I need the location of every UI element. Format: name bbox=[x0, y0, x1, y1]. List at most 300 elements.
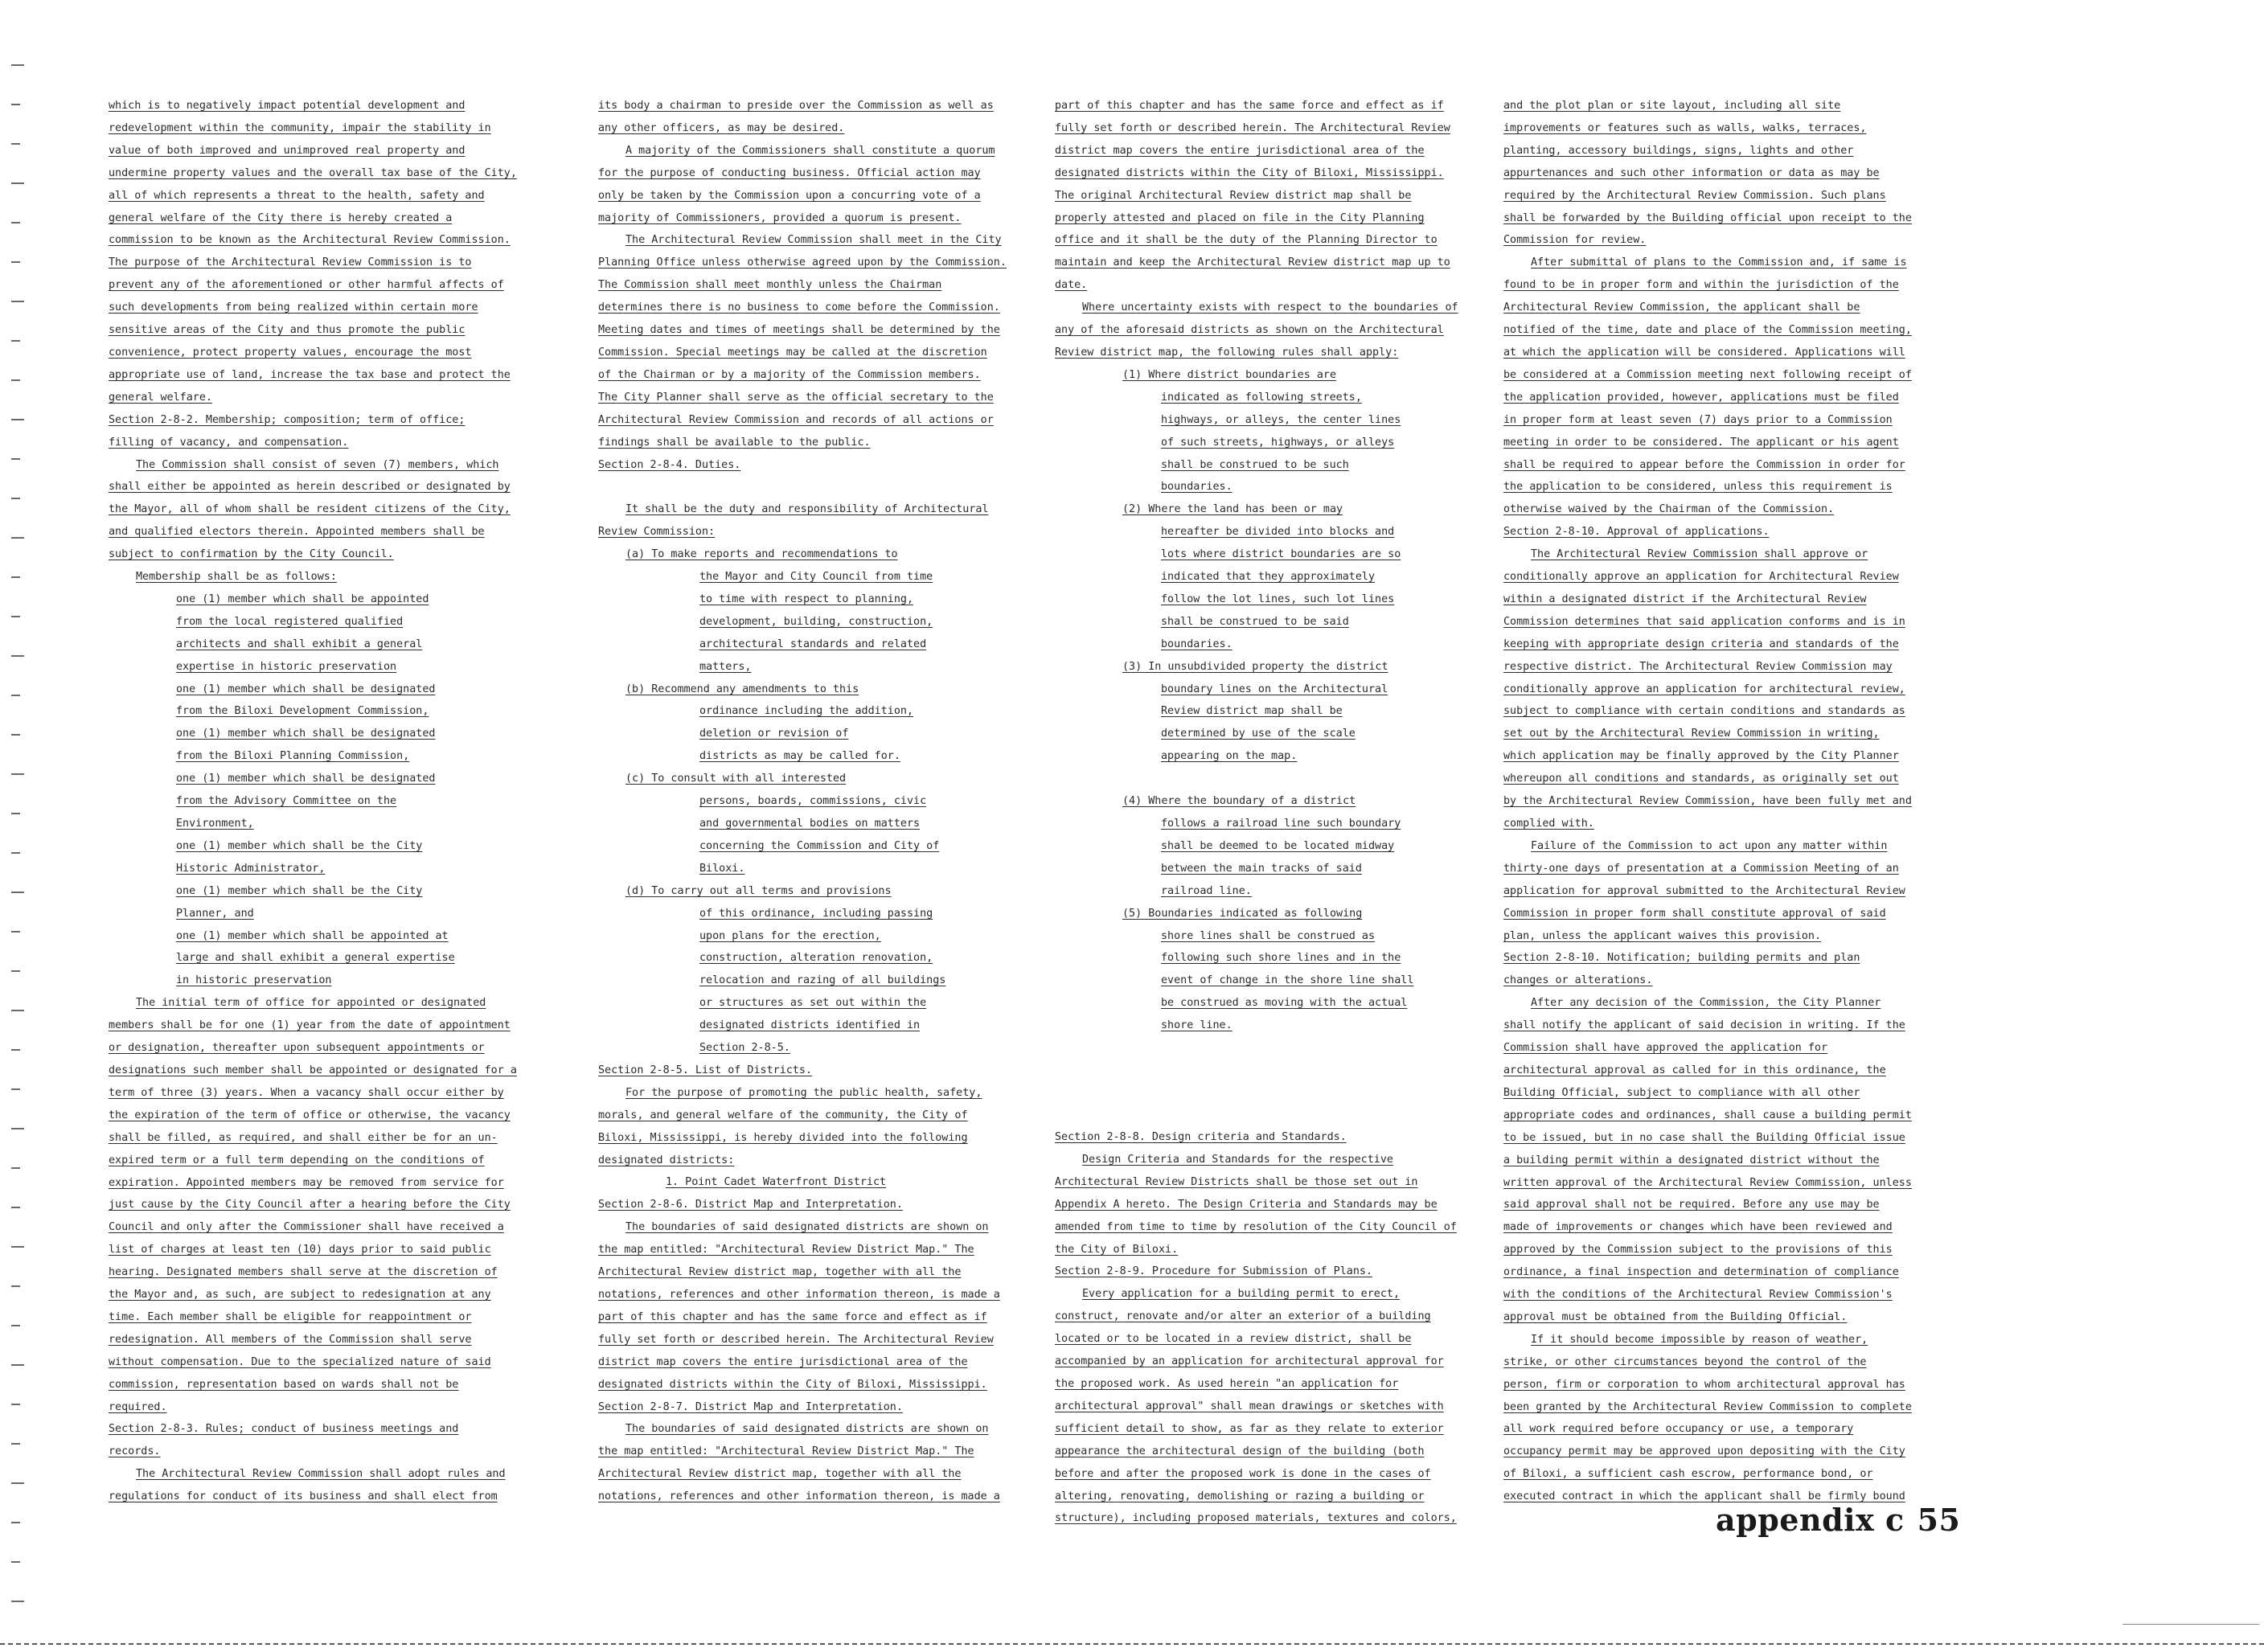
margin-tick bbox=[11, 616, 20, 617]
text-line: person, firm or corporation to whom architectural approval has bbox=[1503, 1378, 1905, 1391]
margin-tick bbox=[11, 301, 24, 302]
text-line: The original Architectural Review district map shall be bbox=[1055, 189, 1412, 202]
margin-tick bbox=[11, 340, 20, 342]
text-line: the proposed work. As used herein "an application for bbox=[1055, 1378, 1399, 1391]
text-line: boundaries. bbox=[1161, 481, 1232, 494]
paragraph-spacer bbox=[1055, 1037, 1493, 1126]
text-line: shall either be appointed as herein described or designated by bbox=[109, 481, 511, 494]
text-line: Section 2-8-5. bbox=[699, 1042, 790, 1055]
text-line: the application provided, however, applications must be filed bbox=[1503, 391, 1899, 404]
text-line: Section 2-8-9. Procedure for Submission of Plans. bbox=[1055, 1265, 1373, 1278]
text-line: commission to be known as the Architectural Review Commission. bbox=[109, 234, 511, 247]
text-line: architectural standards and related bbox=[699, 637, 927, 650]
text-line: shall be forwarded by the Building official upon receipt to the bbox=[1503, 211, 1912, 224]
text-line: Every application for a building permit to erect, bbox=[1082, 1288, 1401, 1301]
text-line: shore line. bbox=[1161, 1019, 1232, 1032]
text-line: in historic preservation bbox=[176, 974, 332, 987]
text-line: commission, representation based on wards shall not be bbox=[109, 1378, 459, 1391]
text-line: The purpose of the Architectural Review Commission is to bbox=[109, 256, 472, 269]
margin-tick bbox=[11, 1482, 24, 1484]
text-line: Commission. Special meetings may be called at the discretion bbox=[598, 346, 987, 359]
text-line: the application to be considered, unless this requirement is bbox=[1503, 481, 1893, 494]
text-line: one (1) member which shall be designated bbox=[176, 728, 436, 740]
text-line: at which the application will be considered. Applications will bbox=[1503, 346, 1905, 359]
text-line: Section 2-8-10. Notification; building permits and plan bbox=[1503, 952, 1860, 965]
margin-tick bbox=[11, 64, 24, 66]
text-line: Failure of the Commission to act upon any matter within bbox=[1531, 839, 1888, 852]
text-line: Meeting dates and times of meetings shall be determined by the bbox=[598, 324, 1000, 337]
text-line: and governmental bodies on matters bbox=[699, 817, 921, 830]
text-line: to time with respect to planning, bbox=[699, 592, 914, 605]
text-line: construction, alteration renovation, bbox=[699, 952, 933, 965]
text-line: Section 2-8-4. Duties. bbox=[598, 458, 741, 471]
margin-tick bbox=[11, 1404, 20, 1405]
text-line: application for approval submitted to the Architectural Review bbox=[1503, 884, 1905, 897]
text-line: general welfare of the City there is hereby created a bbox=[109, 211, 453, 224]
text-line: plan, unless the applicant waives this provision. bbox=[1503, 929, 1822, 942]
page-number: 55 bbox=[1917, 1502, 1961, 1538]
text-line: improvements or features such as walls, walks, terraces, bbox=[1503, 121, 1867, 134]
margin-tick bbox=[11, 143, 20, 145]
text-line: keeping with appropriate design criteria and standards of the bbox=[1503, 637, 1899, 650]
text-line: all of which represents a threat to the health, safety and bbox=[109, 189, 485, 202]
text-line: If it should become impossible by reason of weather, bbox=[1531, 1333, 1868, 1346]
text-line: meeting in order to be considered. The applicant or his agent bbox=[1503, 436, 1899, 449]
text-line: architects and shall exhibit a general bbox=[176, 637, 423, 650]
text-column-2 bbox=[598, 95, 1036, 1510]
margin-tick bbox=[11, 419, 24, 420]
text-line: any of the aforesaid districts as shown on the Architectural bbox=[1055, 324, 1444, 337]
text-line: Section 2-8-2. Membership; composition; term of office; bbox=[109, 413, 466, 426]
margin-tick bbox=[11, 695, 20, 696]
margin-tick bbox=[11, 1443, 20, 1445]
text-line: shore lines shall be construed as bbox=[1161, 929, 1376, 942]
text-line: (a) To make reports and recommendations to bbox=[625, 548, 898, 561]
text-line: After submittal of plans to the Commission and, if same is bbox=[1531, 256, 1907, 269]
text-line: filling of vacancy, and compensation. bbox=[109, 436, 349, 449]
text-line: Review district map shall be bbox=[1161, 705, 1343, 718]
text-line: Section 2-8-8. Design criteria and Standards. bbox=[1055, 1131, 1347, 1144]
text-line: complied with. bbox=[1503, 818, 1594, 830]
text-line: Design Criteria and Standards for the respective bbox=[1082, 1153, 1393, 1166]
text-line: appropriate use of land, increase the tax base and protect the bbox=[109, 368, 511, 381]
text-line: the map entitled: "Architectural Review District Map." The bbox=[598, 1445, 974, 1458]
text-line: from the Biloxi Development Commission, bbox=[176, 705, 429, 718]
text-line: designated districts within the City of Biloxi, Mississippi. bbox=[598, 1378, 987, 1391]
text-line: one (1) member which shall be designated bbox=[176, 773, 436, 785]
text-line: The Commission shall consist of seven (7) members, which bbox=[136, 458, 499, 471]
text-line: (4) Where the boundary of a district bbox=[1122, 795, 1356, 808]
margin-tick bbox=[11, 458, 20, 460]
text-line: for the purpose of conducting business. Official action may bbox=[598, 166, 981, 179]
text-line: It shall be the duty and responsibility of Architectural bbox=[625, 503, 989, 516]
text-line: event of change in the shore line shall bbox=[1161, 974, 1414, 987]
text-line: from the Advisory Committee on the bbox=[176, 795, 397, 808]
text-line: general welfare. bbox=[109, 391, 212, 404]
text-line: After any decision of the Commission, the City Planner bbox=[1531, 997, 1881, 1010]
text-line: one (1) member which shall be the City bbox=[176, 884, 423, 897]
text-line: its body a chairman to preside over the Commission as well as bbox=[598, 100, 994, 112]
margin-tick bbox=[11, 1049, 20, 1051]
margin-tick bbox=[11, 1601, 24, 1602]
text-line: otherwise waived by the Chairman of the Commission. bbox=[1503, 503, 1835, 516]
text-line: hereafter be divided into blocks and bbox=[1161, 526, 1395, 539]
margin-tick bbox=[11, 970, 20, 972]
text-line: hearing. Designated members shall serve at the discretion of bbox=[109, 1266, 498, 1279]
text-line: members shall be for one (1) year from the date of appointment bbox=[109, 1019, 511, 1032]
text-line: maintain and keep the Architectural Review district map up to bbox=[1055, 256, 1450, 269]
text-line: Commission shall have approved the application for bbox=[1503, 1042, 1828, 1055]
margin-tick bbox=[11, 1561, 20, 1563]
text-line: Biloxi, Mississippi, is hereby divided into the following bbox=[598, 1131, 968, 1144]
text-line: approved by the Commission subject to the provisions of this bbox=[1503, 1244, 1893, 1256]
text-line: large and shall exhibit a general expertise bbox=[176, 952, 455, 965]
text-line: expired term or a full term depending on the conditions of bbox=[109, 1154, 485, 1166]
text-line: be considered at a Commission meeting next following receipt of bbox=[1503, 368, 1912, 381]
text-line: shall be required to appear before the Commission in order for bbox=[1503, 458, 1905, 471]
text-line: railroad line. bbox=[1161, 884, 1252, 897]
text-line: Architectural Review Commission, the applicant shall be bbox=[1503, 301, 1860, 314]
text-line: The boundaries of said designated districts are shown on bbox=[625, 1423, 989, 1436]
text-line: Planner, and bbox=[176, 907, 254, 920]
text-line: the map entitled: "Architectural Review District Map." The bbox=[598, 1244, 974, 1256]
text-line: The initial term of office for appointed or designated bbox=[136, 997, 486, 1010]
margin-tick bbox=[11, 1522, 20, 1523]
text-line: The Architectural Review Commission shall adopt rules and bbox=[136, 1468, 506, 1481]
text-line: The boundaries of said designated districts are shown on bbox=[625, 1221, 989, 1234]
text-line: said approval shall not be required. Before any use may be bbox=[1503, 1199, 1880, 1211]
text-line: notified of the time, date and place of the Commission meeting, bbox=[1503, 324, 1912, 337]
text-line: designated districts: bbox=[598, 1154, 735, 1166]
text-line: shall be filled, as required, and shall either be for an un- bbox=[109, 1131, 498, 1144]
text-line: conditionally approve an application for Architectural Review bbox=[1503, 571, 1899, 584]
margin-tick-marks bbox=[11, 64, 29, 1640]
text-line: by the Architectural Review Commission, have been fully met and bbox=[1503, 795, 1912, 808]
text-line: a building permit within a designated district without the bbox=[1503, 1154, 1880, 1166]
text-line: the Mayor and, as such, are subject to redesignation at any bbox=[109, 1289, 491, 1302]
text-line: shall be construed to be said bbox=[1161, 615, 1349, 628]
text-line: one (1) member which shall be designated bbox=[176, 683, 436, 695]
text-line: planting, accessory buildings, signs, lights and other bbox=[1503, 144, 1854, 157]
text-line: prevent any of the aforementioned or other harmful affects of bbox=[109, 279, 504, 292]
margin-tick bbox=[11, 537, 24, 539]
text-line: Biloxi. bbox=[699, 862, 745, 875]
text-line: Environment, bbox=[176, 818, 254, 830]
text-line: Architectural Review district map, together with all the bbox=[598, 1266, 962, 1279]
text-line: within a designated district if the Architectural Review bbox=[1503, 592, 1867, 605]
text-line: sufficient detail to show, as far as they relate to exterior bbox=[1055, 1422, 1444, 1435]
text-line: office and it shall be the duty of the Planning Director to bbox=[1055, 234, 1438, 247]
text-line: occupancy permit may be approved upon depositing with the City bbox=[1503, 1445, 1905, 1458]
text-line: sensitive areas of the City and thus promote the public bbox=[109, 324, 466, 337]
text-line: Where uncertainty exists with respect to the boundaries of bbox=[1082, 301, 1458, 314]
text-line: found to be in proper form and within the jurisdiction of the bbox=[1503, 279, 1899, 292]
text-line: shall notify the applicant of said decision in writing. If the bbox=[1503, 1019, 1905, 1032]
text-line: ordinance including the addition, bbox=[699, 705, 914, 718]
text-line: properly attested and placed on file in the City Planning bbox=[1055, 211, 1425, 224]
text-line: thirty-one days of presentation at a Commission Meeting of an bbox=[1503, 862, 1899, 875]
text-line: follows a railroad line such boundary bbox=[1161, 817, 1401, 830]
text-line: Section 2-8-10. Approval of applications. bbox=[1503, 526, 1770, 539]
margin-tick bbox=[11, 1285, 20, 1287]
paragraph-spacer bbox=[598, 476, 1036, 498]
text-line: whereupon all conditions and standards, as originally set out bbox=[1503, 773, 1899, 785]
text-line: notations, references and other information thereon, is made a bbox=[598, 1289, 1000, 1302]
text-line: Review district map, the following rules shall apply: bbox=[1055, 346, 1399, 359]
text-line: Section 2-8-6. District Map and Interpretation. bbox=[598, 1199, 903, 1211]
text-line: Commission in proper form shall constitute approval of said bbox=[1503, 907, 1886, 920]
margin-tick bbox=[11, 261, 20, 263]
text-line: district map covers the entire jurisdictional area of the bbox=[1055, 144, 1425, 157]
text-line: from the Biloxi Planning Commission, bbox=[176, 750, 410, 763]
text-line: Review Commission: bbox=[598, 526, 716, 539]
text-line: Appendix A hereto. The Design Criteria and Standards may be bbox=[1055, 1198, 1438, 1211]
text-line: appropriate codes and ordinances, shall cause a building permit bbox=[1503, 1109, 1912, 1121]
text-line: follow the lot lines, such lot lines bbox=[1161, 592, 1395, 605]
text-line: all work required before occupancy or use, a temporary bbox=[1503, 1423, 1854, 1436]
text-line: fully set forth or described herein. The Architectural Review bbox=[1055, 121, 1450, 134]
text-line: records. bbox=[109, 1445, 161, 1458]
scan-bottom-rule bbox=[0, 1643, 2264, 1645]
text-line: (2) Where the land has been or may bbox=[1122, 503, 1343, 516]
text-line: concerning the Commission and City of bbox=[699, 839, 940, 852]
text-line: Building Official, subject to compliance with all other bbox=[1503, 1086, 1860, 1099]
text-line: approval must be obtained from the Building Official. bbox=[1503, 1310, 1848, 1323]
text-line: morals, and general welfare of the community, the City of bbox=[598, 1109, 968, 1121]
text-line: time. Each member shall be eligible for reappointment or bbox=[109, 1310, 472, 1323]
text-line: highways, or alleys, the center lines bbox=[1161, 413, 1401, 426]
text-line: such developments from being realized within certain more bbox=[109, 301, 478, 314]
text-line: without compensation. Due to the specialized nature of said bbox=[109, 1355, 491, 1368]
margin-tick bbox=[11, 931, 20, 933]
text-line: altering, renovating, demolishing or razing a building or bbox=[1055, 1490, 1425, 1502]
text-line: value of both improved and unimproved real property and bbox=[109, 144, 466, 157]
text-line: which is to negatively impact potential development and bbox=[109, 100, 466, 112]
text-line: findings shall be available to the public. bbox=[598, 436, 871, 449]
margin-tick bbox=[11, 1246, 24, 1248]
text-line: (5) Boundaries indicated as following bbox=[1122, 907, 1363, 920]
text-line: to be issued, but in no case shall the Building Official issue bbox=[1503, 1131, 1905, 1144]
text-line: shall be construed to be such bbox=[1161, 458, 1349, 471]
margin-tick bbox=[11, 1088, 20, 1090]
text-line: undermine property values and the overall tax base of the City, bbox=[109, 166, 517, 179]
text-line: notations, references and other information thereon, is made a bbox=[598, 1490, 1000, 1503]
text-line: convenience, protect property values, encourage the most bbox=[109, 346, 472, 359]
text-line: between the main tracks of said bbox=[1161, 862, 1362, 875]
text-line: the Mayor, all of whom shall be resident citizens of the City, bbox=[109, 503, 511, 516]
text-line: of this ordinance, including passing bbox=[699, 907, 933, 920]
text-line: required. bbox=[109, 1400, 167, 1413]
text-line: Historic Administrator, bbox=[176, 862, 326, 875]
text-line: required by the Architectural Review Commission. Such plans bbox=[1503, 189, 1886, 202]
text-line: boundary lines on the Architectural bbox=[1161, 683, 1388, 695]
text-line: designated districts identified in bbox=[699, 1019, 921, 1032]
text-line: accompanied by an application for architectural approval for bbox=[1055, 1355, 1444, 1368]
text-line: which application may be finally approved by the City Planner bbox=[1503, 750, 1899, 763]
text-line: (b) Recommend any amendments to this bbox=[625, 683, 859, 695]
text-line: The Architectural Review Commission shall approve or bbox=[1531, 548, 1868, 561]
text-line: designations such member shall be appointed or designated for a bbox=[109, 1064, 517, 1076]
text-line: (c) To consult with all interested bbox=[625, 773, 847, 785]
text-line: matters, bbox=[699, 660, 752, 673]
margin-tick bbox=[11, 1207, 20, 1208]
text-line: determined by use of the scale bbox=[1161, 728, 1356, 740]
text-line: of such streets, highways, or alleys bbox=[1161, 436, 1395, 449]
margin-tick bbox=[11, 1364, 24, 1366]
text-line: shall be deemed to be located midway bbox=[1161, 839, 1395, 852]
text-line: upon plans for the erection, bbox=[699, 929, 881, 942]
text-line: strike, or other circumstances beyond the control of the bbox=[1503, 1355, 1867, 1368]
text-line: Membership shall be as follows: bbox=[136, 571, 337, 584]
text-line: following such shore lines and in the bbox=[1161, 952, 1401, 965]
text-line: the Mayor and City Council from time bbox=[699, 571, 933, 584]
margin-tick bbox=[11, 576, 20, 578]
text-line: part of this chapter and has the same force and effect as if bbox=[598, 1310, 987, 1323]
scan-edge-line bbox=[2122, 1624, 2259, 1625]
text-line: only be taken by the Commission upon a concurring vote of a bbox=[598, 189, 981, 202]
text-line: The Architectural Review Commission shall meet in the City bbox=[625, 234, 1002, 247]
text-line: and qualified electors therein. Appointed members shall be bbox=[109, 526, 485, 539]
text-line: Architectural Review Commission and records of all actions or bbox=[598, 413, 994, 426]
text-line: date. bbox=[1055, 279, 1088, 292]
text-line: appurtenances and such other information or data as may be bbox=[1503, 166, 1880, 179]
margin-tick bbox=[11, 852, 20, 854]
text-line: or designation, thereafter upon subsequent appointments or bbox=[109, 1042, 485, 1055]
margin-tick bbox=[11, 655, 24, 657]
text-line: Council and only after the Commissioner shall have received a bbox=[109, 1221, 504, 1234]
text-line: determines there is no business to come before the Commission. bbox=[598, 301, 1000, 314]
text-line: of the Chairman or by a majority of the Commission members. bbox=[598, 368, 981, 381]
text-line: Planning Office unless otherwise agreed upon by the Commission. bbox=[598, 256, 1007, 269]
text-line: fully set forth or described herein. The Architectural Review bbox=[598, 1333, 994, 1346]
text-line: architectural approval" shall mean drawings or sketches with bbox=[1055, 1400, 1444, 1412]
text-line: before and after the proposed work is done in the cases of bbox=[1055, 1467, 1431, 1480]
text-line: appearing on the map. bbox=[1161, 750, 1298, 763]
text-line: list of charges at least ten (10) days prior to said public bbox=[109, 1244, 491, 1256]
margin-tick bbox=[11, 1167, 20, 1169]
margin-tick bbox=[11, 222, 20, 223]
text-line: or structures as set out within the bbox=[699, 997, 927, 1010]
text-line: persons, boards, commissions, civic bbox=[699, 795, 927, 808]
text-line: the City of Biloxi. bbox=[1055, 1243, 1179, 1256]
text-line: be construed as moving with the actual bbox=[1161, 997, 1408, 1010]
text-line: construct, renovate and/or alter an exterior of a building bbox=[1055, 1310, 1431, 1323]
text-line: Architectural Review district map, together with all the bbox=[598, 1468, 962, 1481]
text-line: 1. Point Cadet Waterfront District bbox=[666, 1176, 887, 1189]
margin-tick bbox=[11, 813, 20, 814]
text-line: term of three (3) years. When a vacancy shall occur either by bbox=[109, 1086, 504, 1099]
text-line: designated districts within the City of Biloxi, Mississippi. bbox=[1055, 166, 1444, 179]
text-line: architectural approval as called for in this ordinance, the bbox=[1503, 1064, 1886, 1076]
text-line: Commission determines that said application conforms and is in bbox=[1503, 615, 1905, 628]
text-line: of Biloxi, a sufficient cash escrow, performance bond, or bbox=[1503, 1468, 1873, 1481]
text-line: For the purpose of promoting the public health, safety, bbox=[625, 1086, 982, 1099]
text-line: written approval of the Architectural Review Commission, unless bbox=[1503, 1176, 1912, 1189]
text-line: conditionally approve an application for architectural review, bbox=[1503, 683, 1905, 695]
text-line: one (1) member which shall be appointed at bbox=[176, 929, 449, 942]
margin-tick bbox=[11, 104, 20, 105]
text-line: changes or alterations. bbox=[1503, 974, 1653, 987]
text-line: amended from time to time by resolution of the City Council of bbox=[1055, 1220, 1457, 1233]
text-line: (d) To carry out all terms and provisions bbox=[625, 884, 892, 897]
text-line: subject to compliance with certain conditions and standards as bbox=[1503, 705, 1905, 718]
text-line: relocation and razing of all buildings bbox=[699, 974, 946, 987]
text-line: set out by the Architectural Review Commission in writing, bbox=[1503, 728, 1880, 740]
text-line: the expiration of the term of office or otherwise, the vacancy bbox=[109, 1109, 511, 1121]
text-line: Section 2-8-5. List of Districts. bbox=[598, 1064, 813, 1076]
text-line: respective district. The Architectural Review Commission may bbox=[1503, 660, 1893, 673]
text-line: (3) In unsubdivided property the district bbox=[1122, 660, 1388, 673]
text-line: development, building, construction, bbox=[699, 615, 933, 628]
text-line: district map covers the entire jurisdictional area of the bbox=[598, 1355, 968, 1368]
margin-tick bbox=[11, 773, 24, 775]
margin-tick bbox=[11, 1325, 20, 1326]
text-line: redesignation. All members of the Commission shall serve bbox=[109, 1333, 472, 1346]
margin-tick bbox=[11, 182, 24, 184]
text-line: in proper form at least seven (7) days prior to a Commission bbox=[1503, 413, 1893, 426]
text-line: Architectural Review Districts shall be those set out in bbox=[1055, 1175, 1418, 1188]
text-line: just cause by the City Council after a hearing before the City bbox=[109, 1199, 511, 1211]
text-line: majority of Commissioners, provided a quorum is present. bbox=[598, 211, 962, 224]
margin-tick bbox=[11, 1128, 24, 1129]
text-line: districts as may be called for. bbox=[699, 750, 900, 763]
text-line: appearance the architectural design of the building (both bbox=[1055, 1445, 1425, 1457]
text-line: A majority of the Commissioners shall constitute a quorum bbox=[625, 144, 995, 157]
text-line: subject to confirmation by the City Council. bbox=[109, 548, 394, 561]
page-footer bbox=[1716, 1502, 1961, 1538]
text-line: Section 2-8-3. Rules; conduct of business meetings and bbox=[109, 1423, 459, 1436]
text-line: any other officers, as may be desired. bbox=[598, 121, 845, 134]
text-line: and the plot plan or site layout, including all site bbox=[1503, 100, 1841, 112]
text-line: The Commission shall meet monthly unless the Chairman bbox=[598, 279, 942, 292]
text-line: structure), including proposed materials, textures and colors, bbox=[1055, 1512, 1457, 1525]
text-line: indicated that they approximately bbox=[1161, 571, 1376, 584]
margin-tick bbox=[11, 498, 20, 499]
text-line: indicated as following streets, bbox=[1161, 391, 1362, 404]
text-line: Commission for review. bbox=[1503, 234, 1647, 247]
margin-tick bbox=[11, 379, 20, 381]
text-line: executed contract in which the applicant shall be firmly bound bbox=[1503, 1490, 1905, 1503]
text-column-3 bbox=[1055, 95, 1493, 1525]
text-line: redevelopment within the community, impair the stability in bbox=[109, 121, 491, 134]
text-line: (1) Where district boundaries are bbox=[1122, 368, 1337, 381]
text-line: located or to be located in a review district, shall be bbox=[1055, 1333, 1412, 1346]
text-line: expertise in historic preservation bbox=[176, 660, 397, 673]
text-line: regulations for conduct of its business and shall elect from bbox=[109, 1490, 498, 1503]
text-line: Section 2-8-7. District Map and Interpretation. bbox=[598, 1400, 903, 1413]
text-line: expiration. Appointed members may be removed from service for bbox=[109, 1176, 504, 1189]
text-line: boundaries. bbox=[1161, 637, 1232, 650]
text-line: part of this chapter and has the same force and effect as if bbox=[1055, 100, 1444, 112]
text-line: ordinance, a final inspection and determination of compliance bbox=[1503, 1266, 1899, 1279]
margin-tick bbox=[11, 1010, 24, 1011]
text-column-1 bbox=[109, 95, 535, 1510]
text-line: one (1) member which shall be the City bbox=[176, 839, 423, 852]
appendix-label: appendix c bbox=[1716, 1502, 1905, 1538]
paragraph-spacer bbox=[1055, 768, 1493, 790]
text-column-4 bbox=[1503, 95, 1942, 1510]
text-line: The City Planner shall serve as the official secretary to the bbox=[598, 391, 994, 404]
text-line: one (1) member which shall be appointed bbox=[176, 592, 429, 605]
margin-tick bbox=[11, 734, 20, 736]
text-line: been granted by the Architectural Review Commission to complete bbox=[1503, 1400, 1912, 1413]
text-line: made of improvements or changes which have been reviewed and bbox=[1503, 1221, 1893, 1234]
margin-tick bbox=[11, 892, 24, 893]
text-line: lots where district boundaries are so bbox=[1161, 548, 1401, 561]
text-line: from the local registered qualified bbox=[176, 615, 404, 628]
text-line: deletion or revision of bbox=[699, 728, 849, 740]
text-line: with the conditions of the Architectural Review Commission's bbox=[1503, 1289, 1893, 1302]
